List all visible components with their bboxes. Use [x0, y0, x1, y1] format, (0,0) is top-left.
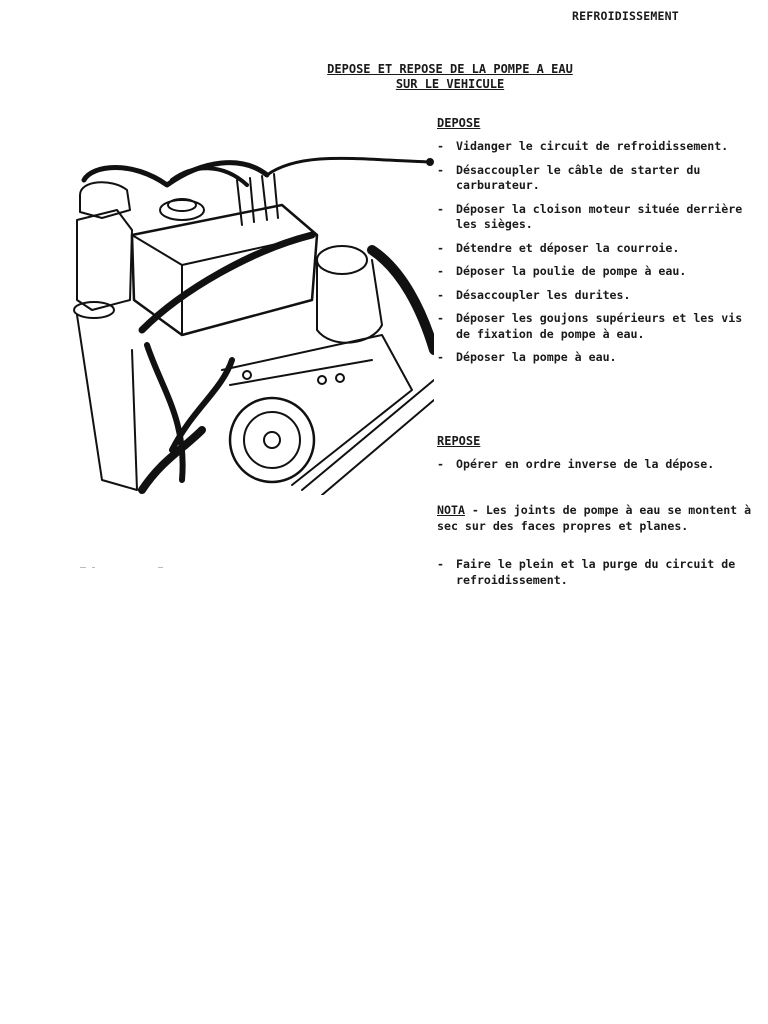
dash: -	[437, 557, 444, 571]
dash: -	[437, 457, 444, 471]
scan-specks	[78, 565, 178, 571]
repose-final-steps	[437, 557, 762, 596]
step-text: Déposer la poulie de pompe à eau.	[456, 264, 687, 278]
depose-heading: DEPOSE	[437, 116, 481, 130]
step-text: Déposer la pompe à eau.	[456, 350, 617, 364]
list-item	[437, 457, 762, 473]
list-item	[437, 264, 762, 280]
nota-label: NOTA	[437, 503, 465, 517]
dash: -	[437, 350, 444, 364]
nota-block	[437, 503, 762, 534]
dash: -	[437, 240, 444, 255]
repose-heading: REPOSE	[437, 434, 481, 448]
engine-compartment-drawing	[72, 150, 434, 495]
step-text: Déposer la cloison moteur située derrière les sièges.	[456, 201, 743, 231]
dash: -	[437, 139, 444, 153]
dash: -	[437, 264, 444, 278]
section-header: REFROIDISSEMENT	[572, 9, 679, 23]
step-text: Faire le plein et la purge du circuit de refroidissement.	[456, 557, 736, 587]
list-item	[437, 350, 762, 366]
depose-steps	[437, 139, 762, 374]
list-item	[437, 288, 762, 304]
dash: -	[437, 201, 444, 216]
list-item	[437, 557, 762, 588]
title-line-1: DEPOSE ET REPOSE DE LA POMPE A EAU	[327, 62, 573, 76]
step-text: Déposer les goujons supérieurs et les vis de fixation de pompe à eau.	[456, 311, 743, 341]
dash: -	[437, 287, 444, 302]
step-text: Opérer en ordre inverse de la dépose.	[456, 457, 715, 471]
list-item	[437, 139, 762, 155]
title-line-2: SUR LE VEHICULE	[395, 77, 505, 91]
list-item	[437, 311, 762, 342]
dash: -	[437, 311, 444, 325]
step-text: Désaccoupler les durites.	[456, 287, 631, 302]
list-item	[437, 163, 762, 194]
page-title	[270, 62, 630, 92]
nota-text: Les joints de pompe à eau se montent à sec sur des faces propres et planes.	[437, 503, 752, 533]
dash: -	[471, 503, 479, 517]
step-text: Détendre et déposer la courroie.	[456, 240, 680, 255]
list-item	[437, 202, 762, 233]
step-text: Vidanger le circuit de refroidissement.	[456, 139, 729, 153]
dash: -	[437, 162, 444, 177]
repose-steps	[437, 457, 762, 481]
list-item	[437, 241, 762, 257]
step-text: Désaccoupler le câble de starter du carburateur.	[456, 162, 701, 192]
